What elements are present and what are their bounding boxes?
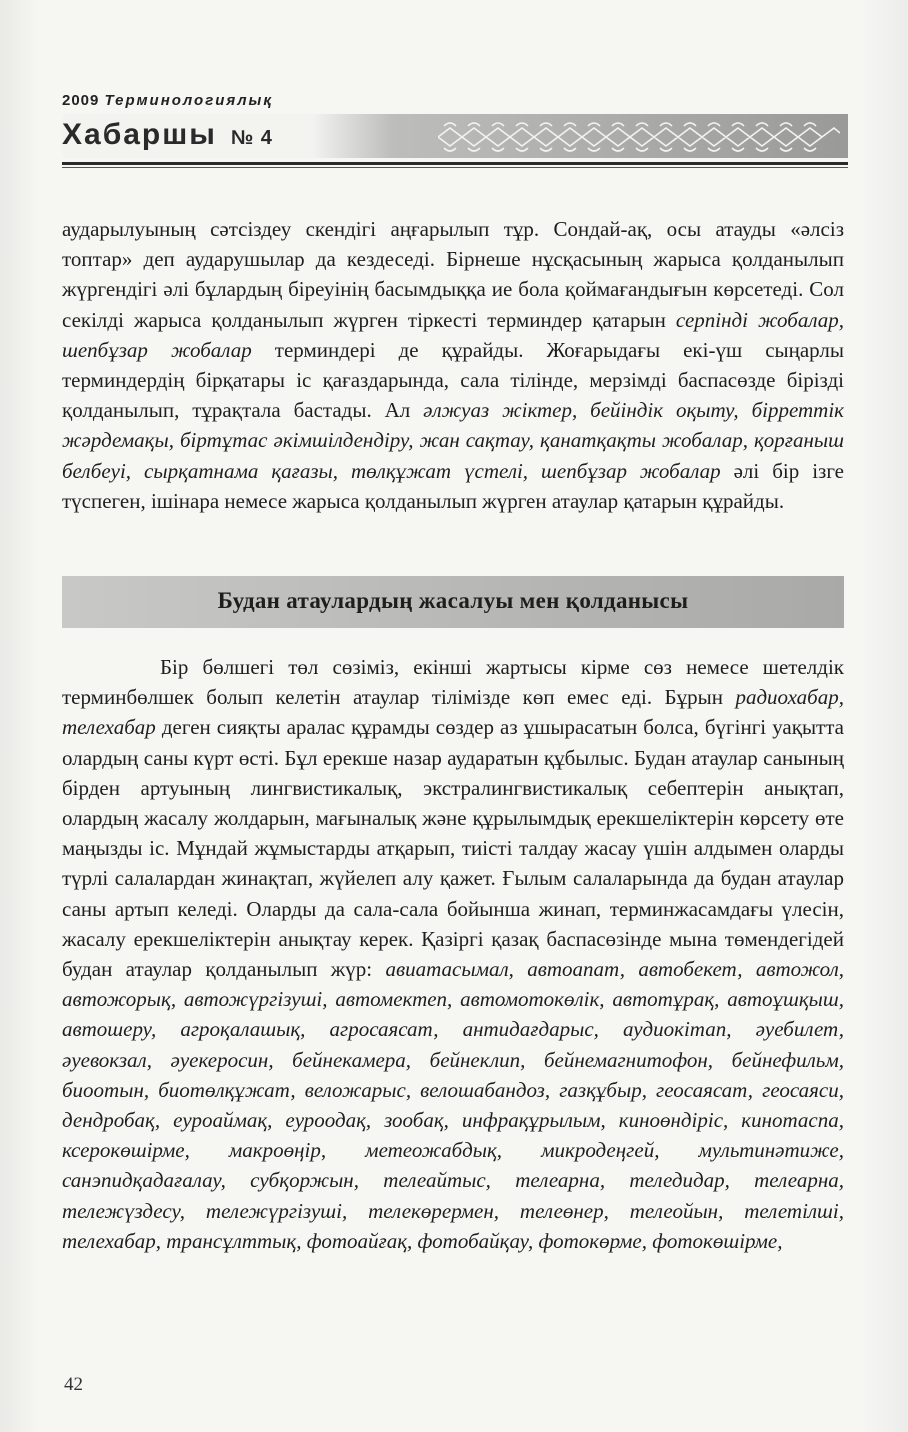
paragraph-2-text-b: деген сияқты аралас құрамды сөздер аз ұшырасатын болса, бүгінгі уақытта олардың саны күрт өсті. Бұл ерекше назар аударатын құбылыс. Будан атаулар санының бірден артуының лингвистикалық, экстралингвистикалық себептерін анықтап, олардың жасалу жолдарын, мағыналық және құрылымдық ерекшеліктерін көрсету өте маңызды іс. Мұндай жұмыстарды атқарып, тиісті талдау жасау үшін алдымен оларды түрлі салалардан жинақтап, жүйелеп алу қажет. Ғылым салаларында да будан атаулар саны артып келеді. Оларды да сала-сала бойынша жинап, терминжасамдағы үлесін, жасалу ерекшеліктерін анықтау керек. Қазіргі қазақ баспасөзінде мына төмендегідей будан атаулар қолданылып жүр: bbox=[62, 715, 844, 982]
paragraph-1-terms-b: әлжуаз жіктер, бейіндік оқыту, бірреттік жәрдемақы, біртұтас әкімшілдендіру, жан сақтау, қанатқақты жобалар, қорғаныш белбеуі, сырқатнама қағазы, төлқұжат үстелі, шепбұзар жобалар bbox=[62, 398, 844, 483]
paragraph-1-terms-a: серпінді жобалар, шепбұзар жобалар bbox=[62, 307, 844, 362]
paragraph-2-terms-a: радиохабар, телехабар bbox=[62, 685, 844, 740]
issue-number: № 4 bbox=[230, 127, 273, 149]
header-rule-thin bbox=[62, 167, 848, 168]
paragraph-1-text-a: аударылуының сәтсіздеу скендігі аңғарылып тұр. Сондай-ақ, осы атауды «әлсіз топтар» деп аударушылар да кездеседі. Бірнеше нұсқасының жарыса қолданылып жүргендігі әлі бұлардың біреуінің басымдыққа ие бола қоймағандығын көрсетеді. Сол секілді жарыса қолданылып жүрген тіркесті терминдер қатарын bbox=[62, 217, 844, 332]
paragraph-2-terms-b: авиатасымал, автоапат, автобекет, автожол, автожорық, автожүргізуші, автомектеп, автомотокөлік, автотұрақ, автоұшқыш, автошеру, агроқалашық, агросаясат, антидағдарыс, аудиокітап, әуебилет, әуевокзал, әуекеросин, бейнекамера, бейнеклип, бейнемагнитофон, бейнефильм, биоотын, биотөлқұжат, веложарыс, велошабандоз, газқұбыр, геосаясат, геосаяси, дендробақ, еуроаймақ, еуроодақ, зообақ, инфрақұрылым, киноөндіріс, кинотаспа, ксерокөшірме, макроөңір, метеожабдық, микродеңгей, мультинәтиже, санэпидқадағалау, субқоржын, телеайтыс, телеарна, теледидар, телеарна, тележүздесу, тележүргізуші, телекөрермен, телеөнер, телеойын, телетілші, телехабар, трансұлттық, фотоайғақ, фотобайқау, фотокөрме, фотокөшірме, bbox=[62, 957, 844, 1253]
paragraph-2-text-a: Бір бөлшегі төл сөзіміз, екінші жартысы кірме сөз немесе шетелдік терминбөлшек болып келетін атаулар тілімізде көп емес еді. Бұрын bbox=[62, 655, 844, 710]
paragraph-1-text-c: әлі бір ізге түспеген, ішінара немесе жарыса қолданылып жүрген атаулар қатарын құрайды. bbox=[62, 458, 844, 513]
ornament-pattern-icon bbox=[438, 122, 840, 152]
journal-subtitle: Терминологиялық bbox=[104, 92, 273, 109]
journal-title: Хабаршы bbox=[62, 118, 217, 151]
journal-year-line bbox=[62, 92, 273, 109]
paragraph-2 bbox=[62, 652, 844, 1256]
page-number: 42 bbox=[64, 1374, 83, 1395]
journal-header bbox=[62, 92, 848, 172]
journal-title-line bbox=[62, 118, 273, 152]
header-rule bbox=[62, 162, 848, 165]
section-heading: Будан атаулардың жасалуы мен қолданысы bbox=[217, 588, 689, 613]
paragraph-1 bbox=[62, 214, 844, 516]
section-heading-band bbox=[62, 576, 844, 628]
paragraph-1-text-b: терминдері де құрайды. Жоғарыдағы екі-үш сыңарлы терминдердің бірқатары іс қағаздарында, сала тілінде, мерзімді баспасөзде бірізді қолданылып, тұрақтала бастады. Ал bbox=[62, 337, 844, 423]
journal-year: 2009 bbox=[62, 92, 100, 109]
